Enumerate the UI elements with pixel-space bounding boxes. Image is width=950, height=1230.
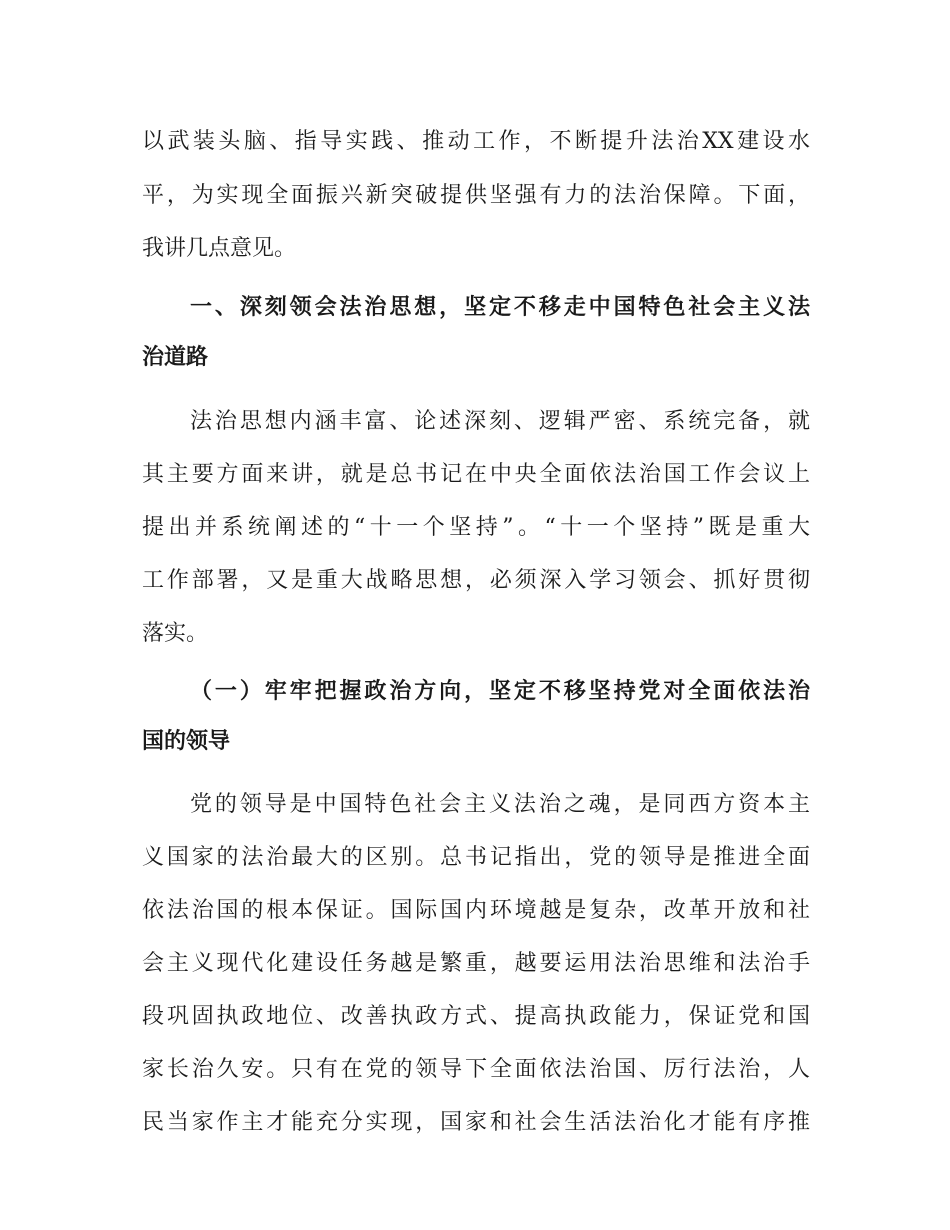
paragraph-line: 提出并系统阐述的“十一个坚持”。“十一个坚持”既是重大 xyxy=(142,515,810,540)
section-heading-line: 一、深刻领会法治思想，坚定不移走中国特色社会主义法 xyxy=(190,295,810,320)
paragraph-line: 段巩固执政地位、改善执政方式、提高执政能力，保证党和国 xyxy=(142,1004,810,1029)
paragraph-line: 其主要方面来讲，就是总书记在中央全面依法治国工作会议上 xyxy=(142,462,810,487)
section-heading-line: 治道路 xyxy=(142,345,209,370)
paragraph-line: 党的领导是中国特色社会主义法治之魂，是同西方资本主 xyxy=(190,792,810,817)
paragraph-line: 落实。 xyxy=(142,621,209,646)
paragraph-line: 家长治久安。只有在党的领导下全面依法治国、厉行法治，人 xyxy=(142,1057,810,1082)
paragraph-line: 我讲几点意见。 xyxy=(142,236,297,261)
paragraph-line: 工作部署，又是重大战略思想，必须深入学习领会、抓好贯彻 xyxy=(142,568,810,593)
subsection-heading-line: 国的领导 xyxy=(142,729,231,754)
paragraph-line: 法治思想内涵丰富、论述深刻、逻辑严密、系统完备，就 xyxy=(190,409,810,434)
paragraph-line: 平，为实现全面振兴新突破提供坚强有力的法治保障。下面， xyxy=(142,183,810,208)
paragraph-line: 以武装头脑、指导实践、推动工作，不断提升法治XX建设水 xyxy=(142,129,810,154)
paragraph-line: 义国家的法治最大的区别。总书记指出，党的领导是推进全面 xyxy=(142,845,810,870)
paragraph-line: 依法治国的根本保证。国际国内环境越是复杂，改革开放和社 xyxy=(142,898,810,923)
paragraph-line: 民当家作主才能充分实现，国家和社会生活法治化才能有序推 xyxy=(142,1110,810,1135)
subsection-heading-line: （一）牢牢把握政治方向，坚定不移坚持党对全面依法治 xyxy=(190,679,810,704)
paragraph-line: 会主义现代化建设任务越是繁重，越要运用法治思维和法治手 xyxy=(142,951,810,976)
